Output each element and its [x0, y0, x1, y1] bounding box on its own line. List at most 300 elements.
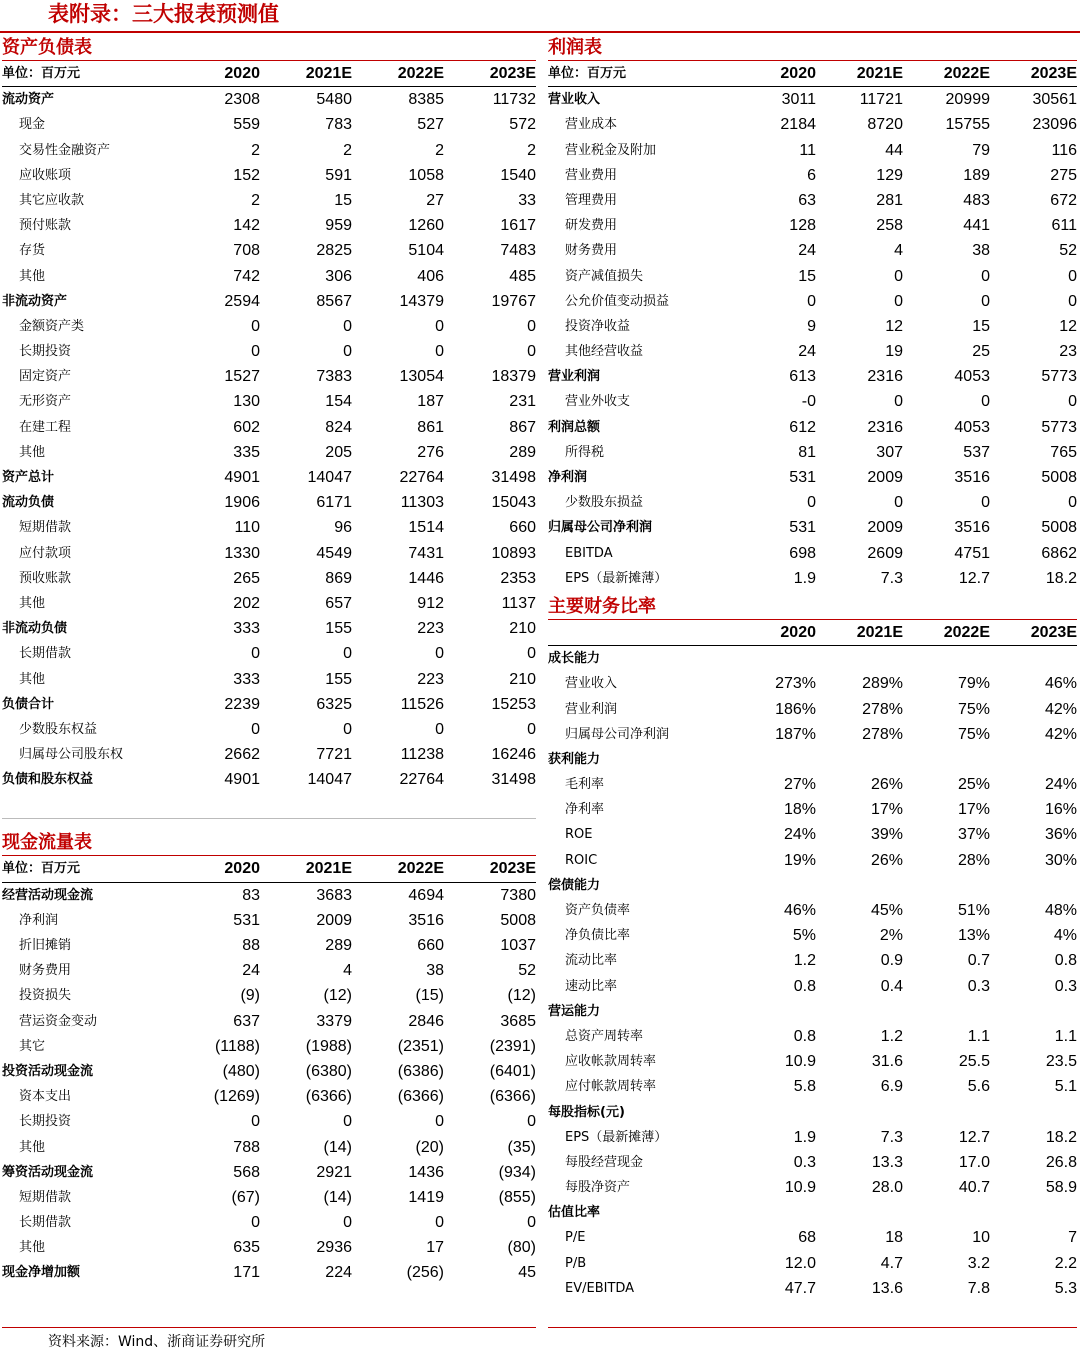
row-label: 预付账款	[19, 218, 72, 234]
cell-value: 19767	[491, 292, 536, 310]
cell-value: 6	[807, 166, 816, 184]
cell-value: 568	[233, 1163, 260, 1181]
row-label: 交易性金融资产	[19, 142, 111, 158]
cell-value: 273%	[775, 675, 816, 693]
row-label: 存货	[19, 243, 46, 259]
cell-value: 116	[1051, 141, 1077, 159]
table-row	[548, 797, 1077, 822]
table-row	[2, 566, 536, 591]
cell-value: 0	[807, 494, 816, 512]
cell-value: 8567	[316, 292, 352, 310]
table-row	[2, 692, 536, 717]
table-row	[548, 646, 1077, 671]
row-label: 成长能力	[548, 651, 601, 667]
table-row	[2, 883, 536, 908]
cell-value: 4	[343, 962, 352, 980]
cell-value: 3516	[954, 519, 990, 537]
cell-value: 531	[233, 911, 260, 929]
cell-value	[990, 1200, 1077, 1225]
cell-value: 17%	[957, 801, 990, 819]
cell-value: 16%	[1044, 801, 1077, 819]
year-header: 2022E	[397, 65, 444, 82]
table-row	[2, 87, 536, 112]
cell-value: 20999	[945, 91, 990, 109]
cell-value: (6366)	[305, 1088, 352, 1106]
cell-value: 2594	[224, 292, 260, 310]
table-row	[548, 1276, 1077, 1301]
table-row	[548, 238, 1077, 263]
row-label: 每股指标(元)	[548, 1104, 625, 1120]
cell-value: 0	[527, 645, 536, 663]
cell-value: 30561	[1032, 91, 1077, 109]
table-row	[548, 566, 1077, 591]
table-row	[2, 1084, 536, 1109]
row-label: 净利润	[548, 470, 588, 485]
cell-value	[816, 873, 903, 898]
cell-value: 51%	[957, 902, 990, 919]
row-label: 其他	[19, 1240, 46, 1256]
year-header: 2023E	[489, 65, 536, 82]
row-label: 公允价值变动损益	[565, 293, 670, 309]
balance-sheet-heading: 资产负债表	[2, 34, 536, 61]
row-label: 投资损失	[19, 988, 72, 1004]
cell-value: 7483	[500, 242, 536, 260]
cell-value: 0	[527, 343, 536, 361]
cell-value: 58.9	[1045, 1179, 1077, 1197]
cell-value: -0	[801, 393, 816, 411]
cell-value: 7.3	[880, 1128, 903, 1146]
cell-value: 1419	[408, 1188, 444, 1206]
cell-value: 15755	[945, 116, 990, 134]
cell-value: 187	[417, 393, 444, 411]
row-label: 少数股东权益	[19, 721, 98, 737]
table-row	[2, 983, 536, 1008]
cell-value: (6366)	[489, 1088, 536, 1106]
cell-value: 0	[527, 1214, 536, 1232]
cell-value: 1906	[224, 494, 260, 512]
cell-value: 0.4	[880, 977, 903, 995]
cell-value: 7721	[316, 746, 352, 764]
cell-value: 912	[417, 594, 444, 612]
cell-value: 0	[343, 645, 352, 663]
cell-value: 657	[325, 594, 352, 612]
cell-value	[816, 1100, 903, 1125]
cell-value: 152	[233, 166, 260, 184]
row-label: 获利能力	[548, 751, 601, 767]
row-label: 营运资金变动	[19, 1013, 98, 1029]
table-row	[2, 908, 536, 933]
row-label: 流动负债	[2, 495, 55, 511]
cell-value: 11303	[400, 494, 444, 512]
cell-value: 88	[242, 937, 260, 954]
cell-value: 0.8	[1054, 952, 1077, 970]
cell-value: 12.0	[784, 1254, 816, 1272]
ratios-body	[548, 646, 1077, 1301]
cell-value: 2609	[867, 544, 903, 562]
table-row	[548, 697, 1077, 722]
cell-value: 0	[343, 720, 352, 738]
table-row	[548, 87, 1077, 112]
cell-value: 3011	[781, 91, 816, 109]
table-row	[2, 415, 536, 440]
cell-value: 154	[325, 393, 352, 411]
cell-value	[727, 1100, 816, 1125]
cell-value: 1527	[224, 368, 260, 386]
cell-value: 110	[234, 519, 260, 537]
cell-value: (6401)	[489, 1062, 536, 1080]
cell-value: 75%	[957, 725, 990, 743]
cell-value: 8385	[408, 91, 444, 109]
table-row	[548, 138, 1077, 163]
cell-value: 0	[1068, 292, 1077, 310]
row-label: 流动比率	[565, 953, 618, 969]
cell-value: 8720	[867, 116, 903, 134]
cell-value: 7.3	[880, 569, 903, 587]
cell-value: 46%	[1044, 675, 1077, 693]
cell-value: 4751	[954, 544, 990, 562]
cell-value: 1330	[224, 544, 260, 562]
cell-value: 3685	[500, 1012, 536, 1030]
cell-value: 1.2	[793, 952, 816, 970]
row-label: 归属母公司净利润	[548, 520, 653, 536]
row-label: 长期投资	[19, 344, 72, 360]
cell-value: 4	[894, 242, 903, 260]
cell-value: 275	[1050, 166, 1077, 184]
row-label: 长期借款	[19, 1215, 72, 1231]
cell-value: 1617	[500, 217, 536, 235]
bottom-rule	[2, 1327, 536, 1328]
cell-value: 1540	[500, 166, 536, 184]
cell-value: 37%	[957, 826, 990, 844]
row-label: 资产负债率	[565, 903, 631, 918]
year-header: 2022E	[943, 65, 990, 82]
cell-value: 5104	[408, 242, 444, 260]
cell-value: 11732	[492, 91, 536, 109]
row-label: 筹资活动现金流	[2, 1164, 94, 1180]
cell-value: 0	[251, 343, 260, 361]
cell-value: 155	[325, 620, 352, 638]
row-label: 利润总额	[548, 419, 601, 435]
table-row	[2, 742, 536, 767]
page-title: 表附录：三大报表预测值	[48, 3, 279, 26]
cell-value: 1260	[408, 217, 444, 235]
table-row	[548, 188, 1077, 213]
row-label: 归属母公司净利润	[565, 726, 670, 742]
table-row	[2, 339, 536, 364]
cell-value: 5.8	[793, 1078, 816, 1096]
cell-value: 742	[233, 267, 260, 285]
cell-value: 14047	[307, 469, 352, 486]
table-row	[2, 1260, 536, 1285]
cell-value: 0	[251, 1214, 260, 1232]
row-label: 营业收入	[548, 92, 601, 108]
row-label: 非流动负债	[2, 621, 68, 637]
cell-value: 47.7	[784, 1279, 816, 1297]
row-label: 其他	[19, 1139, 46, 1155]
cell-value: 2	[343, 141, 352, 159]
cash-flow-header-row	[2, 856, 536, 882]
row-label: EPS（最新摊薄）	[565, 1129, 668, 1145]
cell-value: 4901	[224, 469, 260, 486]
row-label: ROE	[565, 827, 593, 843]
table-row	[2, 1210, 536, 1235]
row-label: 偿债能力	[548, 877, 601, 893]
cell-value: 11	[799, 141, 816, 159]
cell-value: 867	[509, 418, 536, 436]
cell-value: 68	[798, 1229, 816, 1247]
cell-value: 559	[233, 116, 260, 134]
table-row	[548, 722, 1077, 747]
row-label: 资产总计	[2, 470, 55, 485]
cell-value: 38	[426, 962, 444, 980]
cell-value: 672	[1050, 191, 1077, 209]
cell-value: 26.8	[1045, 1153, 1077, 1171]
cell-value: 0	[981, 494, 990, 512]
row-label: 其他	[19, 444, 46, 460]
row-label: 毛利率	[565, 777, 605, 793]
table-row	[548, 213, 1077, 238]
cell-value: 210	[509, 620, 536, 638]
cell-value	[990, 873, 1077, 898]
cell-value	[816, 999, 903, 1024]
cell-value: 7	[1068, 1229, 1077, 1247]
cell-value: 660	[417, 937, 444, 954]
row-label: 每股经营现金	[565, 1154, 644, 1170]
cell-value: 14379	[399, 292, 444, 310]
cell-value: 0	[343, 317, 352, 335]
cell-value: 223	[417, 670, 444, 688]
cell-value: 130	[233, 393, 260, 411]
table-row	[2, 1034, 536, 1059]
cell-value: 0	[435, 317, 444, 335]
cell-value: 333	[233, 620, 260, 638]
cell-value: 1514	[408, 519, 444, 537]
row-label: 营业税金及附加	[565, 142, 657, 158]
cell-value: 10893	[491, 544, 536, 562]
cell-value: 187%	[775, 725, 816, 743]
cell-value: 12.7	[958, 1128, 990, 1146]
row-label: 其他	[19, 595, 46, 611]
table-row	[548, 112, 1077, 137]
cell-value: 202	[233, 594, 260, 612]
cell-value: 48%	[1044, 902, 1077, 919]
year-header: 2023E	[1030, 65, 1077, 82]
cell-value: 2.2	[1054, 1254, 1077, 1272]
year-header: 2020	[780, 65, 816, 82]
cell-value: 79	[972, 141, 990, 159]
cell-value: 128	[789, 217, 816, 235]
cell-value: 2316	[867, 368, 903, 386]
cell-value: 289	[325, 937, 352, 954]
row-label: 营业收入	[565, 676, 618, 692]
row-label: 管理费用	[565, 192, 618, 208]
cell-value: 276	[417, 443, 444, 461]
cell-value	[903, 646, 990, 671]
year-header: 2022E	[943, 623, 990, 641]
table-row	[548, 465, 1077, 490]
cell-value: 15043	[491, 494, 536, 512]
blank-label	[548, 620, 727, 645]
row-label: 财务费用	[19, 963, 72, 979]
cell-value: 0	[894, 393, 903, 411]
table-row	[548, 1225, 1077, 1250]
table-row	[548, 1024, 1077, 1049]
table-row	[548, 974, 1077, 999]
table-row	[548, 948, 1077, 973]
cell-value: 2921	[316, 1163, 352, 1181]
cell-value: 10.9	[784, 1053, 816, 1071]
table-row	[2, 767, 536, 792]
cell-value: 0	[251, 1113, 260, 1131]
cell-value: 31498	[491, 469, 536, 486]
row-label: P/B	[565, 1255, 587, 1271]
cell-value: 18.2	[1045, 1128, 1077, 1146]
cell-value: 406	[417, 267, 444, 285]
cell-value: 33	[518, 191, 536, 209]
row-label: 少数股东损益	[565, 495, 644, 511]
table-row	[548, 389, 1077, 414]
cell-value: 27%	[783, 776, 816, 794]
cell-value: 612	[789, 418, 816, 436]
table-row	[2, 314, 536, 339]
table-row	[548, 822, 1077, 847]
cell-value: 3516	[408, 911, 444, 929]
cell-value: 0.3	[1054, 977, 1077, 995]
cell-value	[816, 747, 903, 772]
cell-value: (6386)	[397, 1062, 444, 1080]
row-label: 流动资产	[2, 92, 55, 108]
cell-value: (67)	[231, 1188, 260, 1206]
cell-value: 531	[789, 469, 816, 486]
cell-value	[990, 999, 1077, 1024]
table-row	[548, 415, 1077, 440]
row-label: 非流动资产	[2, 293, 68, 309]
row-label: 总资产周转率	[565, 1028, 644, 1044]
cell-value: 3379	[316, 1012, 352, 1030]
cell-value: (14)	[323, 1138, 352, 1156]
cell-value: 4.7	[880, 1254, 903, 1272]
cell-value: 75%	[957, 700, 990, 718]
table-row	[548, 314, 1077, 339]
cell-value: 40.7	[958, 1179, 990, 1197]
cell-value: 5008	[1041, 519, 1077, 537]
cell-value: 19%	[783, 851, 816, 869]
cell-value: 441	[963, 217, 990, 235]
table-row	[548, 848, 1077, 873]
cell-value: 2	[527, 141, 536, 159]
table-row	[2, 591, 536, 616]
cell-value: 959	[325, 217, 352, 235]
table-row	[2, 440, 536, 465]
cell-value: 24	[798, 343, 816, 361]
cell-value: 0.8	[793, 1027, 816, 1045]
cell-value: 4053	[954, 368, 990, 386]
row-label: 现金	[19, 117, 46, 133]
cell-value: (1188)	[214, 1037, 260, 1055]
row-label: 短期借款	[19, 1189, 72, 1205]
table-row	[2, 213, 536, 238]
cell-value: (35)	[507, 1138, 536, 1156]
cell-value: 24	[242, 962, 260, 980]
cell-value: 28.0	[871, 1179, 903, 1197]
cell-value: 2	[251, 191, 260, 209]
cell-value: 52	[1059, 242, 1077, 260]
cell-value: 24%	[783, 826, 816, 844]
row-label: 其他	[19, 268, 46, 284]
table-row	[548, 1125, 1077, 1150]
cell-value: 2009	[316, 911, 352, 929]
row-label: 资产减值损失	[565, 268, 644, 284]
cell-value	[903, 1200, 990, 1225]
row-label: 营业成本	[565, 117, 618, 133]
ratios-header-row	[548, 620, 1077, 646]
cell-value	[903, 747, 990, 772]
table-row	[2, 1109, 536, 1134]
row-label: 折旧摊销	[19, 938, 72, 953]
cell-value: 5773	[1041, 418, 1077, 436]
cell-value: 0	[527, 720, 536, 738]
cell-value: 0.9	[880, 952, 903, 970]
table-row	[548, 490, 1077, 515]
cell-value: 1.9	[793, 1128, 816, 1146]
left-column	[2, 34, 536, 1286]
cell-value: 2%	[879, 927, 903, 945]
table-row	[2, 717, 536, 742]
cell-value: 24	[798, 242, 816, 260]
cell-value: 537	[963, 443, 990, 461]
cell-value: 17%	[870, 801, 903, 819]
cell-value: 2825	[316, 242, 352, 260]
table-row	[2, 138, 536, 163]
unit-label: 单位：百万元	[2, 861, 81, 877]
cell-value	[990, 1100, 1077, 1125]
cell-value	[903, 873, 990, 898]
cell-value: (934)	[498, 1163, 536, 1181]
cell-value: 0	[981, 267, 990, 285]
row-label: 估值比率	[548, 1205, 601, 1221]
row-label: 应付帐款周转率	[565, 1079, 657, 1095]
row-label: 营业费用	[565, 167, 618, 183]
table-row	[548, 339, 1077, 364]
cell-value: 531	[789, 519, 816, 537]
row-label: 净利率	[565, 802, 605, 818]
table-row	[548, 1251, 1077, 1276]
year-header: 2022E	[397, 860, 444, 878]
cell-value: 0	[435, 1113, 444, 1131]
cell-value	[727, 1200, 816, 1225]
cell-value: 0	[251, 720, 260, 738]
cell-value: 63	[798, 191, 816, 209]
cell-value: (2351)	[397, 1037, 444, 1055]
cell-value: (256)	[406, 1264, 444, 1282]
cell-value: (15)	[415, 987, 444, 1005]
table-row	[2, 1160, 536, 1185]
cell-value: 2239	[224, 695, 260, 713]
cell-value: 5.6	[967, 1078, 990, 1096]
cell-value: 1.1	[1054, 1027, 1077, 1045]
cell-value: 129	[876, 166, 903, 184]
cell-value: (9)	[240, 987, 260, 1005]
cell-value: 26%	[870, 851, 903, 869]
table-row	[2, 465, 536, 490]
cell-value: 25	[972, 343, 990, 361]
row-label: 现金净增加额	[2, 1265, 81, 1281]
cell-value: (1269)	[213, 1088, 260, 1106]
cell-value: 4901	[224, 771, 260, 789]
cell-value: 485	[509, 267, 536, 285]
cell-value: 15	[972, 317, 990, 335]
cell-value: 36%	[1044, 826, 1077, 844]
